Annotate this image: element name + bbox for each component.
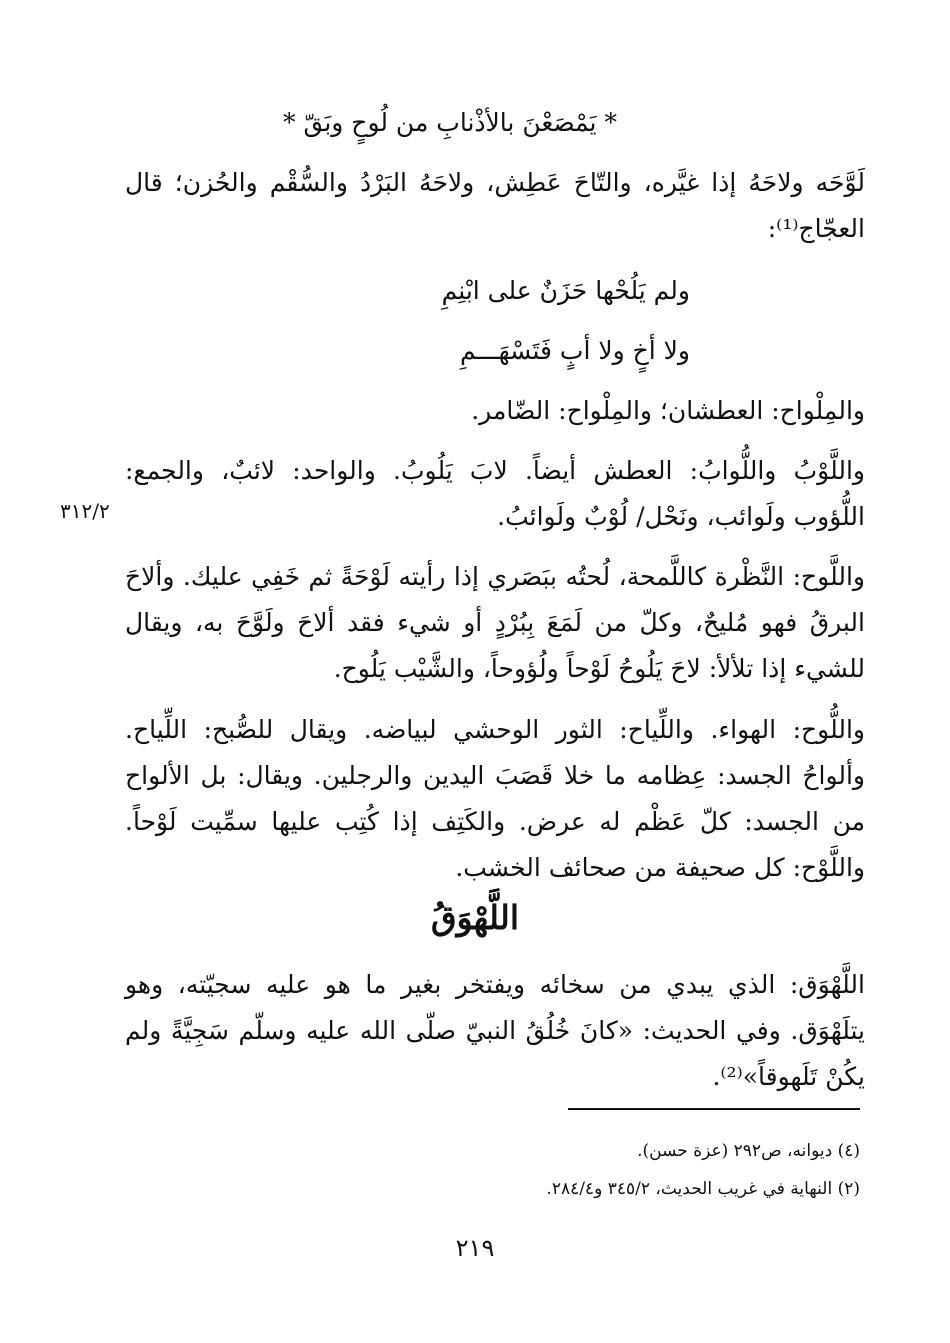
entry-heading: اللَّهْوَقُ bbox=[430, 898, 519, 937]
footnote-divider bbox=[568, 1108, 860, 1110]
paragraph-lawh-glance: واللَّوح: النَّظْرة كاللَّمحة، لُحتُه ببَصَري إذا رأيته لَوْحَةً ثم خَفِي عليك. وألاحَ البرقُ فهو مُليحٌ، وكلّ من لَمَعَ بِبُرْدٍ أو شيء فقد ألاحَ ولَوَّحَ به، ويقال للشيء إذا تلألأ: لاحَ يَلُوحُ لَوْحاً ولُؤوحاً، والشَّيْب يَلُوح. bbox=[125, 562, 865, 683]
paragraph-lawwaha: لَوَّحَه ولاحَهُ إذا غيَّره، والتّاحَ عَطِش، ولاحَهُ البَرْدُ والسُّقْم والحُزن؛ قال العجّاج⁽¹⁾: bbox=[125, 168, 865, 243]
footnote-1: (٤) ديوانه، ص٢٩٢ (عزة حسن). bbox=[637, 1141, 860, 1161]
paragraph-lahwaq: اللَّهْوَق: الذي يبدي من سخائه ويفتخر بغير ما هو عليه سجيّته، وهو يتلَهْوَق. وفي الحديث: «كانَ خُلُقُ النبيّ صلّى الله عليه وسلّم سَجِيَّةً ولم يكُنْ تَلَهوقاً»⁽²⁾. bbox=[125, 970, 865, 1091]
poem-line-1: ولم يَلُحْها حَزَنٌ على ابْنِمِ bbox=[441, 276, 690, 305]
margin-reference: ٣١٢/٢ bbox=[60, 499, 110, 523]
paragraph-milwah: والمِلْواح: العطشان؛ والمِلْواح: الضّامر. bbox=[471, 396, 865, 425]
page-number: ٢١٩ bbox=[455, 1234, 495, 1262]
paragraph-lawh-air: واللُّوح: الهواء. واللِّياح: الثور الوحشي لبياضه. ويقال للصُّبح: اللِّياح. وألواحُ الجسد: عِظامه ما خلا قَصَبَ اليدين والرجلين. ويقال: بل الألواح من الجسد: كلّ عَظْم له عرض. والكَتِف إذا كُتِب عليها سمِّيت لَوْحاً. واللَّوْح: كل صحيفة من صحائف الخشب. bbox=[125, 715, 865, 882]
poem-line-2: ولا أخٍ ولا أبٍ فَتَسْهَـــمِ bbox=[460, 336, 690, 365]
footnote-2: (٢) النهاية في غريب الحديث، ٣٤٥/٢ و٢٨٤/٤. bbox=[546, 1179, 860, 1199]
paragraph-lawb: واللَّوْبُ واللُّوابُ: العطش أيضاً. لابَ يَلُوبُ. والواحد: لائبٌ، والجمع: اللُّؤوب ولَوائب، ونَحْل/ لُوْبٌ ولَوائبُ. bbox=[125, 456, 865, 531]
opening-verse: * يَمْصَعْنَ بالأذْنابِ من لُوحٍ وبَقّ * bbox=[283, 108, 617, 137]
